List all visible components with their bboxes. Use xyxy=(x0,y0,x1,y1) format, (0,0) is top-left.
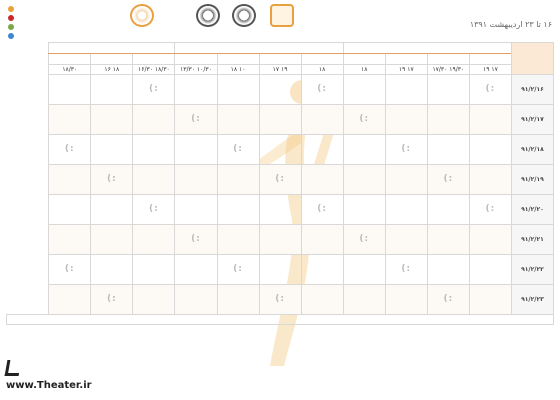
festival-mark-icon: :) xyxy=(149,204,159,214)
showtime-header: ۱۸ ۱۶ xyxy=(91,65,133,75)
festival-mark-icon: :) xyxy=(191,114,201,124)
day-cell xyxy=(511,225,553,255)
showtime-header: ۱۸/۳۰ xyxy=(49,65,91,75)
day-date: ۹۱/۲/۲۲ xyxy=(521,266,544,273)
performance-cell[interactable] xyxy=(301,255,343,285)
performance-cell[interactable] xyxy=(217,75,259,105)
festival-mark-icon: :) xyxy=(401,264,412,274)
legend-item xyxy=(8,4,128,13)
performance-cell[interactable] xyxy=(91,75,133,105)
venue-header xyxy=(469,54,511,65)
performance-cell[interactable] xyxy=(133,75,175,105)
legend-swatch xyxy=(8,15,14,21)
festival-mark-icon: :) xyxy=(275,294,285,304)
performance-cell[interactable] xyxy=(91,225,133,255)
venue-header xyxy=(217,54,259,65)
performance-cell[interactable] xyxy=(133,135,175,165)
performance-cell[interactable] xyxy=(385,195,427,225)
day-date: ۹۱/۲/۱۹ xyxy=(521,176,544,183)
performance-cell[interactable] xyxy=(49,75,91,105)
performance-cell[interactable] xyxy=(385,75,427,105)
performance-cell[interactable] xyxy=(343,195,385,225)
municipality-seal-logo-icon xyxy=(232,4,256,27)
performance-cell[interactable] xyxy=(133,255,175,285)
performance-cell[interactable] xyxy=(91,135,133,165)
performance-cell[interactable] xyxy=(175,75,217,105)
schedule-row xyxy=(7,225,554,255)
legend-item xyxy=(8,31,128,40)
performance-cell[interactable] xyxy=(259,225,301,255)
schedule-table xyxy=(6,42,554,325)
performance-cell[interactable] xyxy=(343,135,385,165)
festival-mark-icon: :) xyxy=(191,234,201,244)
legend-swatch xyxy=(8,33,14,39)
venue-header xyxy=(301,54,343,65)
performance-cell[interactable] xyxy=(175,195,217,225)
festival-mark-icon: :) xyxy=(443,294,454,304)
site-url-link[interactable]: www.Theater.ir xyxy=(6,380,92,391)
theater-site-logo-icon xyxy=(5,360,22,376)
venue-header xyxy=(427,54,469,65)
performance-cell[interactable] xyxy=(49,285,91,315)
performance-cell[interactable] xyxy=(217,135,259,165)
day-date: ۹۱/۲/۱۸ xyxy=(521,146,544,153)
festival-mark-icon: :) xyxy=(401,144,412,154)
venue-addresses-right xyxy=(346,360,554,394)
performance-cell[interactable] xyxy=(385,285,427,315)
performance-cell[interactable] xyxy=(343,165,385,195)
day-cell xyxy=(511,75,553,105)
legend-item xyxy=(8,22,128,31)
day-date: ۹۱/۲/۲۳ xyxy=(521,296,544,303)
performance-cell[interactable] xyxy=(49,105,91,135)
festival-mark-icon: :) xyxy=(359,234,370,244)
venue-header xyxy=(133,54,175,65)
festival-mark-icon: :) xyxy=(149,84,159,94)
legend-item xyxy=(8,13,128,22)
closing-note xyxy=(7,315,554,325)
performance-cell[interactable] xyxy=(49,255,91,285)
performance-cell[interactable] xyxy=(427,225,469,255)
performance-cell[interactable] xyxy=(259,75,301,105)
performance-cell[interactable] xyxy=(175,105,217,135)
performance-cell[interactable] xyxy=(133,165,175,195)
showtime-header: ۱۸/۳۰ ۱۶/۳۰ xyxy=(133,65,175,75)
performance-cell[interactable] xyxy=(427,285,469,315)
schedule-row xyxy=(7,195,554,225)
performance-cell[interactable] xyxy=(133,105,175,135)
venue-header xyxy=(259,54,301,65)
performance-cell[interactable] xyxy=(301,135,343,165)
performance-cell[interactable] xyxy=(301,165,343,195)
performance-cell[interactable] xyxy=(385,135,427,165)
showtime-header: ۱۷ ۱۹ xyxy=(385,65,427,75)
performance-cell[interactable] xyxy=(49,165,91,195)
performance-cell[interactable] xyxy=(91,165,133,195)
festival-logo xyxy=(130,4,154,34)
schedule-row xyxy=(7,105,554,135)
performance-cell[interactable] xyxy=(217,165,259,195)
showtime-header: ۱۰ ۱۸ xyxy=(217,65,259,75)
performance-cell[interactable] xyxy=(91,255,133,285)
performance-cell[interactable] xyxy=(469,195,511,225)
performance-cell[interactable] xyxy=(469,135,511,165)
performance-cell[interactable] xyxy=(91,105,133,135)
performance-cell[interactable] xyxy=(175,225,217,255)
festival-title xyxy=(302,4,552,20)
performance-cell[interactable] xyxy=(175,285,217,315)
schedule-row xyxy=(7,285,554,315)
day-column-header xyxy=(511,43,553,75)
performance-cell[interactable] xyxy=(427,135,469,165)
schedule-row xyxy=(7,165,554,195)
venue-legend xyxy=(8,4,128,40)
performance-cell[interactable] xyxy=(259,135,301,165)
festival-mask-logo-icon xyxy=(130,4,154,27)
legend-swatch xyxy=(8,6,14,12)
title-block xyxy=(302,4,552,30)
performance-cell[interactable] xyxy=(343,225,385,255)
poster-header xyxy=(0,0,560,42)
performance-cell[interactable] xyxy=(175,135,217,165)
performance-cell[interactable] xyxy=(175,165,217,195)
section-header xyxy=(175,43,343,54)
venue-header xyxy=(91,54,133,65)
festival-mark-icon: :) xyxy=(64,144,75,154)
venue-header xyxy=(49,54,91,65)
festival-mark-icon: :) xyxy=(106,174,117,184)
performance-cell[interactable] xyxy=(301,225,343,255)
day-cell xyxy=(511,165,553,195)
performance-cell[interactable] xyxy=(427,255,469,285)
festival-mark-icon: :) xyxy=(106,294,117,304)
festival-mark-icon: :) xyxy=(317,204,328,214)
performance-cell[interactable] xyxy=(343,285,385,315)
day-cell xyxy=(511,105,553,135)
performance-cell[interactable] xyxy=(343,105,385,135)
festival-dates: ۱۶ تا ۲۳ اردیبهشت ۱۳۹۱ xyxy=(469,20,552,29)
festival-mark-icon: :) xyxy=(317,84,328,94)
performance-cell[interactable] xyxy=(259,105,301,135)
performance-cell[interactable] xyxy=(427,105,469,135)
performance-cell[interactable] xyxy=(259,255,301,285)
festival-mark-icon: :) xyxy=(359,114,370,124)
performance-cell[interactable] xyxy=(385,165,427,195)
day-date: ۹۱/۲/۲۰ xyxy=(521,206,544,213)
showtime-header: ۱۰/۳۰ ۱۳/۳۰ xyxy=(175,65,217,75)
festival-mark-icon: :) xyxy=(233,264,243,274)
association-logo xyxy=(196,4,220,34)
day-cell xyxy=(511,285,553,315)
venue-header xyxy=(343,54,385,65)
showtime-header: ۱۸ xyxy=(301,65,343,75)
performance-cell[interactable] xyxy=(259,285,301,315)
performance-cell[interactable] xyxy=(469,105,511,135)
showtime-header: ۱۸ xyxy=(343,65,385,75)
performance-cell[interactable] xyxy=(301,105,343,135)
performance-cell[interactable] xyxy=(133,225,175,255)
municipality-logo xyxy=(232,4,256,34)
performance-cell[interactable] xyxy=(469,255,511,285)
performance-cell[interactable] xyxy=(385,225,427,255)
performance-cell[interactable] xyxy=(217,255,259,285)
performance-cell[interactable] xyxy=(49,195,91,225)
performance-cell[interactable] xyxy=(469,75,511,105)
performance-cell[interactable] xyxy=(49,225,91,255)
performance-cell[interactable] xyxy=(217,225,259,255)
venue-header-row xyxy=(7,54,554,65)
performance-cell[interactable] xyxy=(217,285,259,315)
schedule-row xyxy=(7,255,554,285)
performance-cell[interactable] xyxy=(385,255,427,285)
performance-cell[interactable] xyxy=(427,195,469,225)
performance-cell[interactable] xyxy=(301,285,343,315)
day-cell xyxy=(511,195,553,225)
tehran-theatre-logo-icon xyxy=(270,4,294,27)
performance-cell[interactable] xyxy=(427,165,469,195)
performance-cell[interactable] xyxy=(469,165,511,195)
day-date: ۹۱/۲/۱۶ xyxy=(521,86,544,93)
performance-cell[interactable] xyxy=(217,195,259,225)
venue-header xyxy=(175,54,217,65)
schedule-row xyxy=(7,135,554,165)
festival-mark-icon: :) xyxy=(233,144,243,154)
festival-mark-icon: :) xyxy=(275,174,285,184)
festival-mark-icon: :) xyxy=(443,174,454,184)
legend-swatch xyxy=(8,24,14,30)
performance-cell[interactable] xyxy=(259,165,301,195)
performance-cell[interactable] xyxy=(49,135,91,165)
showtime-header: ۱۹/۳۰ ۱۷/۳۰ xyxy=(427,65,469,75)
festival-mark-icon: :) xyxy=(485,204,496,214)
tehran-theatre-logo xyxy=(270,4,294,34)
poster-footer xyxy=(6,358,554,396)
performance-cell[interactable] xyxy=(133,285,175,315)
performance-cell[interactable] xyxy=(175,255,217,285)
day-cell xyxy=(511,255,553,285)
performance-cell[interactable] xyxy=(259,195,301,225)
performance-cell[interactable] xyxy=(385,105,427,135)
festival-mark-icon: :) xyxy=(64,264,75,274)
performance-cell[interactable] xyxy=(469,285,511,315)
showtime-header-row xyxy=(7,65,554,75)
performance-cell[interactable] xyxy=(217,105,259,135)
day-date: ۹۱/۲/۱۷ xyxy=(521,116,544,123)
section-header-row xyxy=(7,43,554,54)
day-cell xyxy=(511,135,553,165)
schedule-row xyxy=(7,75,554,105)
performance-cell[interactable] xyxy=(133,195,175,225)
performance-cell[interactable] xyxy=(427,75,469,105)
section-header xyxy=(49,43,175,54)
theatre-association-logo-icon xyxy=(196,4,220,27)
performance-cell[interactable] xyxy=(469,225,511,255)
venue-addresses-left xyxy=(136,360,336,394)
performance-cell[interactable] xyxy=(343,255,385,285)
section-header xyxy=(343,43,511,54)
day-date: ۹۱/۲/۲۱ xyxy=(521,236,544,243)
showtime-header: ۱۷ ۱۹ xyxy=(469,65,511,75)
festival-mark-icon: :) xyxy=(485,84,496,94)
performance-cell[interactable] xyxy=(343,75,385,105)
performance-cell[interactable] xyxy=(91,285,133,315)
performance-cell[interactable] xyxy=(301,75,343,105)
venue-header xyxy=(385,54,427,65)
performance-cell[interactable] xyxy=(91,195,133,225)
showtime-header: ۱۹ ۱۷ xyxy=(259,65,301,75)
performance-cell[interactable] xyxy=(301,195,343,225)
